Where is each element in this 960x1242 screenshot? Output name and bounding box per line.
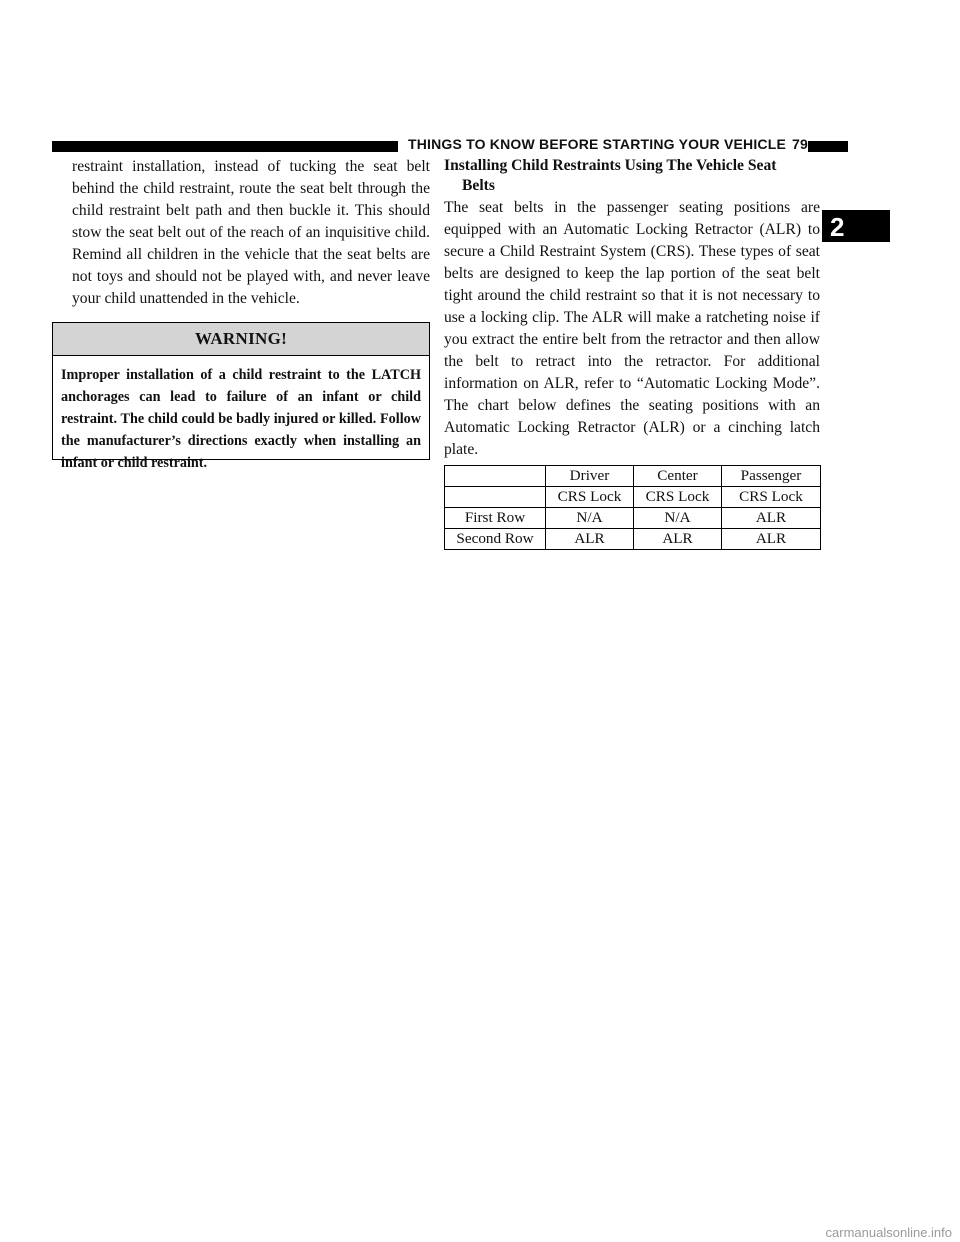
- seating-position-table: [444, 465, 821, 550]
- table-row: [445, 508, 821, 529]
- table-cell: CRS Lock: [634, 487, 722, 508]
- right-column: [444, 156, 820, 550]
- table-row: [445, 529, 821, 550]
- table-cell: N/A: [546, 508, 634, 529]
- left-column: [72, 156, 430, 310]
- watermark: carmanualsonline.info: [825, 1225, 952, 1240]
- table-cell: CRS Lock: [546, 487, 634, 508]
- warning-box: [52, 322, 430, 471]
- table-cell: ALR: [722, 529, 821, 550]
- table-cell: ALR: [722, 508, 821, 529]
- table-cell: [445, 487, 546, 508]
- table-cell: Second Row: [445, 529, 546, 550]
- section-heading: [444, 156, 820, 196]
- table-cell: ALR: [546, 529, 634, 550]
- warning-text: Improper installation of a child restraint to the LATCH anchorages can lead to failure of an infant or child restraint. The child could be badly injured or killed. Follow the manufacturer’s directions exactly when installing an infant or child restraint.: [61, 367, 421, 471]
- section-title: THINGS TO KNOW BEFORE STARTING YOUR VEHICLE: [407, 136, 787, 152]
- table-cell: ALR: [634, 529, 722, 550]
- section-heading-line1: Installing Child Restraints Using The Vehicle Seat: [444, 157, 777, 174]
- table-cell: CRS Lock: [722, 487, 821, 508]
- chapter-tab: 2: [822, 210, 890, 242]
- table-header-row: [445, 466, 821, 487]
- body-paragraph-right: The seat belts in the passenger seating positions are equipped with an Automatic Locking Retractor (ALR) to secure a Child Restraint System (CRS). These types of seat belts are designed to keep the lap portion of the seat belt tight around the child restraint so that it is not necessary to use a locking clip. The ALR will make a ratcheting noise if you extract the entire belt from the retractor and then allow the belt to retract into the retractor. For additional information on ALR, refer to “Automatic Locking Mode”. The chart below defines the seating positions with an Automatic Locking Retractor (ALR) or a cinching latch plate.: [444, 199, 820, 458]
- table-cell: N/A: [634, 508, 722, 529]
- table-cell: Driver: [546, 466, 634, 487]
- table-subheader-row: [445, 487, 821, 508]
- section-heading-line2: Belts: [462, 177, 495, 194]
- table-cell: First Row: [445, 508, 546, 529]
- warning-title: WARNING!: [53, 323, 429, 356]
- running-header: [398, 134, 808, 154]
- table-cell: [445, 466, 546, 487]
- table-cell: Center: [634, 466, 722, 487]
- table-cell: Passenger: [722, 466, 821, 487]
- page-number: 79: [792, 136, 808, 152]
- body-paragraph-left: restraint installation, instead of tucking the seat belt behind the child restraint, route the seat belt through the child restraint belt path and then buckle it. This should stow the seat belt out of the reach of an inquisitive child. Remind all children in the vehicle that the seat belts are not toys and should not be played with, and never leave your child unattended in the vehicle.: [72, 158, 430, 307]
